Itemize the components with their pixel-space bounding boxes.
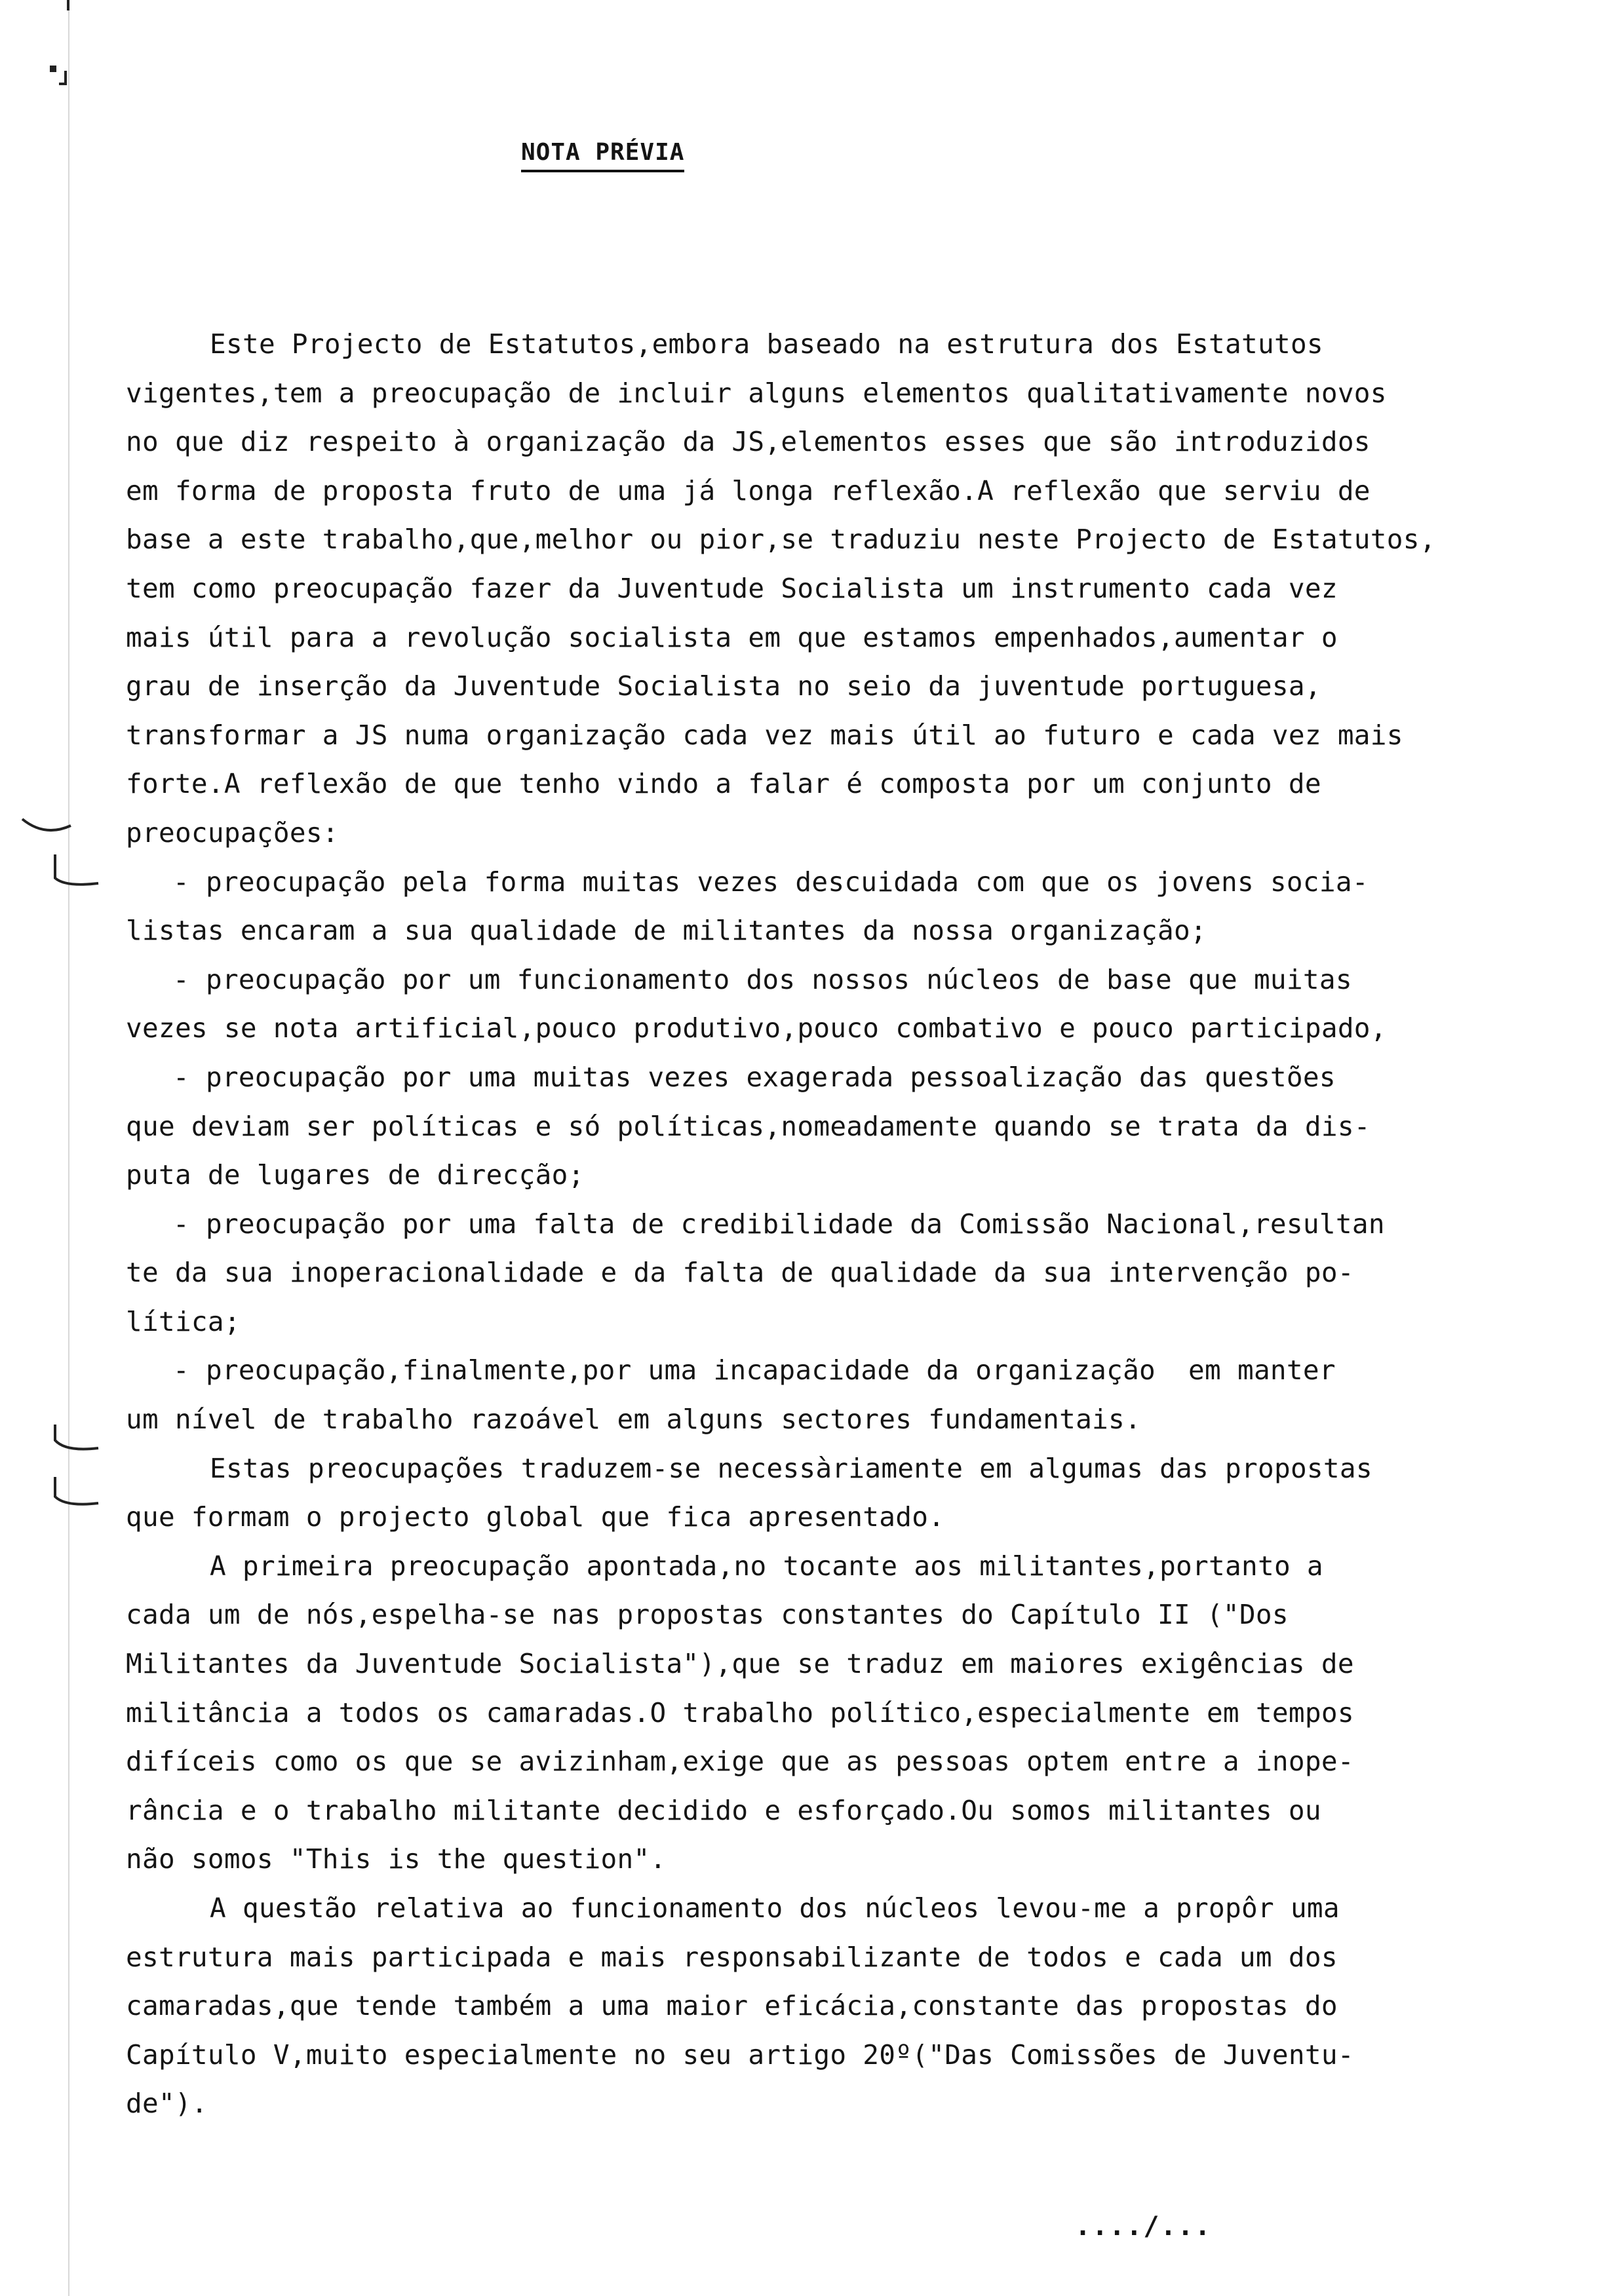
text-line: de"). xyxy=(126,2088,208,2120)
text-line: A questão relativa ao funcionamento dos núcleos levou-me a propôr uma xyxy=(210,1892,1340,1924)
text-line: Este Projecto de Estatutos,embora baseado na estrutura dos Estatutos xyxy=(210,328,1323,360)
text-line: estrutura mais participada e mais responsabilizante de todos e cada um dos xyxy=(126,1941,1338,1973)
text-line: em forma de proposta fruto de uma já longa reflexão.A reflexão que serviu de xyxy=(126,474,1371,507)
text-line: um nível de trabalho razoável em alguns sectores fundamentais. xyxy=(126,1404,1142,1436)
text-line: Militantes da Juventude Socialista"),que se traduz em maiores exigências de xyxy=(126,1648,1354,1680)
text-line: base a este trabalho,que,melhor ou pior,se traduziu neste Projecto de Estatutos, xyxy=(126,524,1436,556)
text-line: grau de inserção da Juventude Socialista no seio da juventude portuguesa, xyxy=(126,670,1321,702)
text-line: - preocupação pela forma muitas vezes descuidada com que os jovens socia- xyxy=(173,866,1369,898)
margin-tick-icon xyxy=(46,1474,105,1514)
text-line: Estas preocupações traduzem-se necessàriamente em algumas das propostas xyxy=(210,1452,1372,1484)
scan-edge-line xyxy=(68,0,69,2296)
text-line: te da sua inoperacionalidade e da falta de qualidade da sua intervenção po- xyxy=(126,1257,1354,1289)
corner-mark-icon xyxy=(47,60,73,86)
text-line: rância e o trabalho militante decidido e esforçado.Ou somos militantes ou xyxy=(126,1794,1321,1826)
text-line: que deviam ser políticas e só políticas,nomeadamente quando se trata da dis- xyxy=(126,1110,1371,1142)
text-line: que formam o projecto global que fica apresentado. xyxy=(126,1501,945,1533)
text-line: vezes se nota artificial,pouco produtivo,pouco combativo e pouco participado, xyxy=(126,1012,1387,1044)
text-line: - preocupação por um funcionamento dos nossos núcleos de base que muitas xyxy=(173,963,1352,995)
text-line: não somos "This is the question". xyxy=(126,1843,667,1875)
text-line: militância a todos os camaradas.O trabalho político,especialmente em tempos xyxy=(126,1696,1354,1729)
text-line: tem como preocupação fazer da Juventude Socialista um instrumento cada vez xyxy=(126,572,1338,604)
text-line: camaradas,que tende também a uma maior eficácia,constante das propostas do xyxy=(126,1990,1338,2022)
text-line: lítica; xyxy=(126,1305,241,1337)
text-line: Capítulo V,muito especialmente no seu artigo 20º("Das Comissões de Juventu- xyxy=(126,2038,1354,2071)
text-line: vigentes,tem a preocupação de incluir alguns elementos qualitativamente novos xyxy=(126,377,1387,409)
text-line: transformar a JS numa organização cada vez mais útil ao futuro e cada vez mais xyxy=(126,719,1403,751)
body-text xyxy=(126,320,1502,2128)
margin-tick-icon xyxy=(46,1422,105,1461)
scan-top-tick xyxy=(67,0,69,10)
margin-tick-icon xyxy=(46,852,105,891)
text-line: forte.A reflexão de que tenho vindo a falar é composta por um conjunto de xyxy=(126,768,1321,800)
margin-tick-icon xyxy=(18,806,77,845)
text-line: preocupações: xyxy=(126,816,339,849)
page-title: NOTA PRÉVIA xyxy=(521,140,684,172)
continuation-mark: ..../... xyxy=(1075,2211,1212,2242)
text-line: difíceis como os que se avizinham,exige que as pessoas optem entre a inope- xyxy=(126,1746,1354,1778)
text-line: no que diz respeito à organização da JS,elementos esses que são introduzidos xyxy=(126,426,1371,458)
text-line: A primeira preocupação apontada,no tocante aos militantes,portanto a xyxy=(210,1550,1323,1582)
text-line: - preocupação por uma muitas vezes exagerada pessoalização das questões xyxy=(173,1061,1336,1093)
text-line: - preocupação por uma falta de credibilidade da Comissão Nacional,resultan xyxy=(173,1208,1385,1240)
text-line: mais útil para a revolução socialista em que estamos empenhados,aumentar o xyxy=(126,621,1338,653)
text-line: listas encaram a sua qualidade de militantes da nossa organização; xyxy=(126,915,1207,947)
text-line: puta de lugares de direcção; xyxy=(126,1159,585,1191)
text-line: - preocupação,finalmente,por uma incapacidade da organização em manter xyxy=(173,1354,1336,1387)
text-line: cada um de nós,espelha-se nas propostas constantes do Capítulo II ("Dos xyxy=(126,1599,1289,1631)
